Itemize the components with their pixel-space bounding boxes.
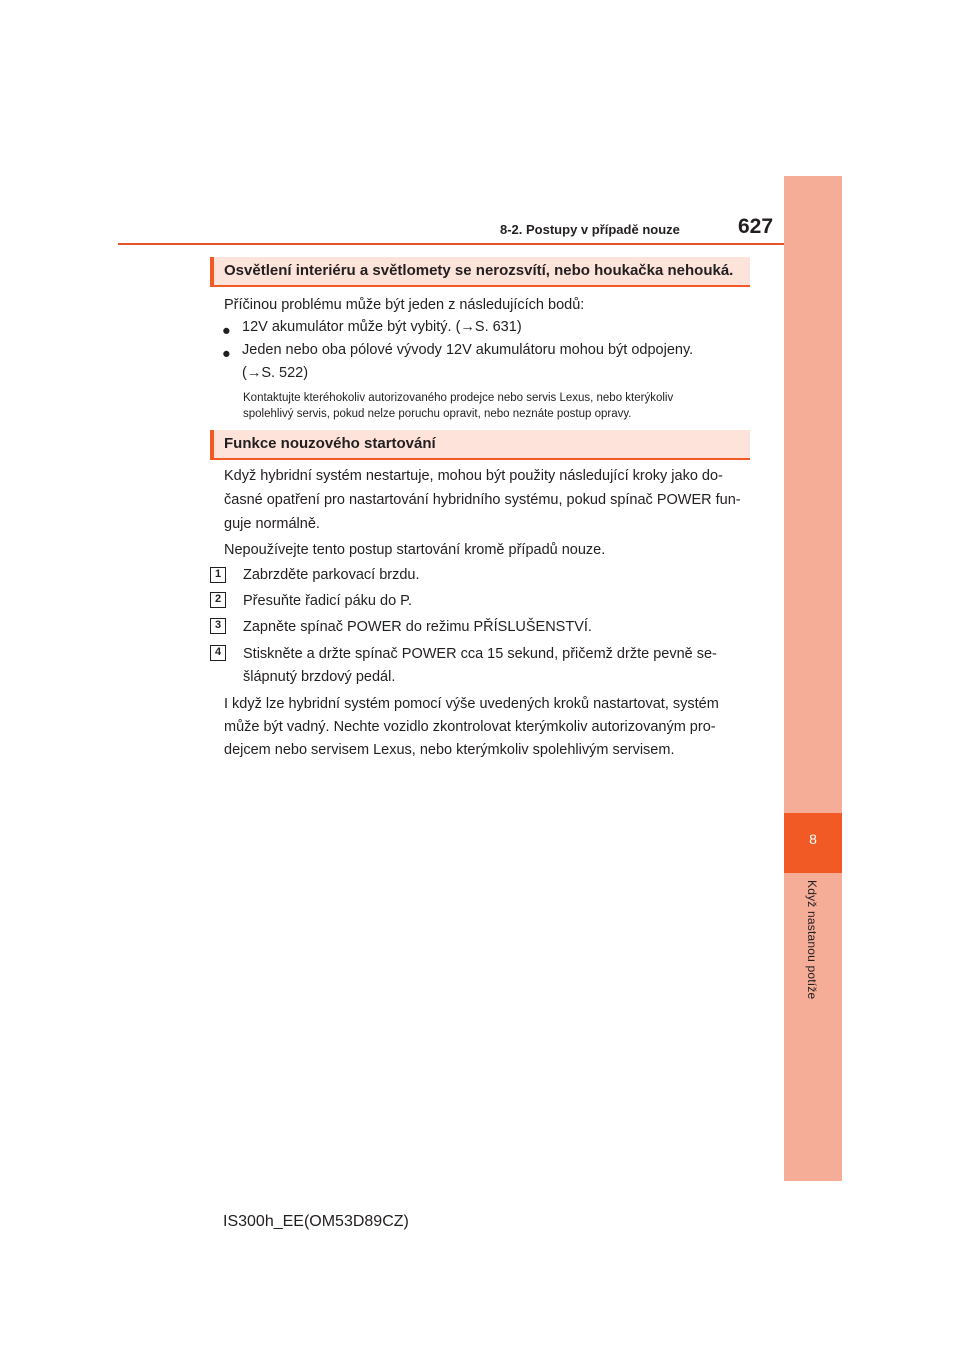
paragraph-line: I když lze hybridní systém pomocí výše uvedených kroků nastartovat, systém (224, 696, 719, 712)
paragraph-line: Když hybridní systém nestartuje, mohou být použity následující kroky jako do- (224, 468, 723, 484)
step-text: Zabrzděte parkovací brzdu. (243, 567, 420, 583)
bullet-icon: ● (222, 346, 231, 362)
note-line: spolehlivý servis, pokud nelze poruchu opravit, nebo neznáte postup opravy. (243, 408, 632, 420)
document-code: IS300h_EE(OM53D89CZ) (223, 1213, 409, 1230)
section-heading-text: Funkce nouzového startování (224, 435, 436, 452)
page-number: 627 (738, 215, 774, 238)
note-line: Kontaktujte kteréhokoliv autorizovaného prodejce nebo servis Lexus, nebo kterýkoliv (243, 392, 674, 404)
section-heading-text: Osvětlení interiéru a světlomety se nerozsvítí, nebo houkačka nehouká. (224, 262, 734, 279)
bullet-item: 12V akumulátor může být vybitý. (→S. 631) (242, 319, 522, 335)
section-heading-lights (210, 257, 750, 287)
running-header-section: 8-2. Postupy v případě nouze (500, 222, 680, 237)
step-number-box: 3 (210, 618, 226, 634)
paragraph-line: dejcem nebo servisem Lexus, nebo kterýmkoliv spolehlivým servisem. (224, 742, 675, 758)
step-text: Zapněte spínač POWER do režimu PŘÍSLUŠENSTVÍ. (243, 619, 592, 635)
step-text: Stiskněte a držte spínač POWER cca 15 sekund, přičemž držte pevně se- (243, 646, 717, 662)
bullet-item: Jeden nebo oba pólové vývody 12V akumulátoru mohou být odpojeny. (242, 342, 694, 358)
bullet-item-continuation: (→S. 522) (242, 365, 309, 381)
paragraph-line: guje normálně. (224, 516, 320, 532)
step-text-continuation: šlápnutý brzdový pedál. (243, 669, 396, 685)
paragraph-line: může být vadný. Nechte vozidlo zkontrolovat kterýmkoliv autorizovaným pro- (224, 719, 716, 735)
section1-intro: Příčinou problému může být jeden z následujících bodů: (224, 297, 585, 313)
section-heading-emergency-start (210, 430, 750, 460)
step-text: Přesuňte řadicí páku do P. (243, 593, 413, 609)
chapter-title: Když nastanou potíže (805, 880, 819, 1000)
step-number-box: 4 (210, 645, 226, 661)
bullet-icon: ● (222, 323, 231, 339)
warning-paragraph: Nepoužívejte tento postup startování kromě případů nouze. (224, 542, 606, 558)
step-number-box: 1 (210, 567, 226, 583)
header-rule (118, 243, 784, 245)
paragraph-line: časné opatření pro nastartování hybridního systému, pokud spínač POWER fun- (224, 492, 741, 508)
chapter-side-tab (784, 176, 842, 1181)
chapter-number: 8 (809, 831, 817, 847)
step-number-box: 2 (210, 592, 226, 608)
